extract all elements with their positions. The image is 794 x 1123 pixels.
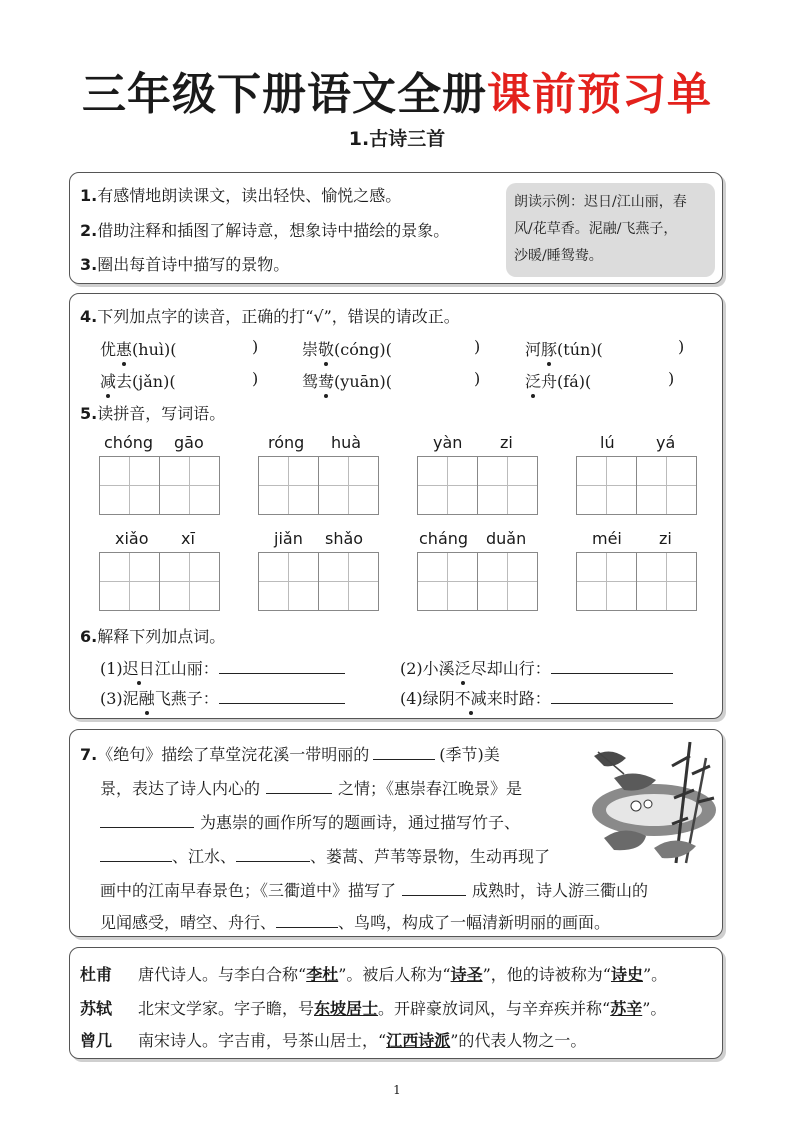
- reading-tasks-box: [69, 172, 723, 284]
- pron-item-5: 鸳鸯(yuān)(: [302, 369, 392, 392]
- pinyin-8b: zi: [659, 529, 672, 548]
- pinyin-7a: cháng: [419, 529, 469, 548]
- task-3: 3.圈出每首诗中描写的景物。: [80, 255, 290, 274]
- pron-item-1: 优惠(huì)(: [100, 337, 176, 360]
- pron-item-2-close: ): [474, 337, 481, 356]
- explain-item-1: (1)迟日江山丽：: [100, 656, 345, 679]
- pinyin-3b: zi: [500, 433, 513, 452]
- q7-line-4: 、江水、 、蒌蒿、芦苇等景物，生动再现了: [100, 844, 550, 867]
- q7-line-3: 为惠崇的画作所写的题画诗，通过描写竹子、: [100, 810, 520, 833]
- pinyin-5a: xiǎo: [115, 529, 149, 548]
- pinyin-7b: duǎn: [486, 529, 527, 548]
- pinyin-4b: yá: [656, 433, 676, 452]
- writing-grid[interactable]: [258, 456, 379, 515]
- answer-blank[interactable]: [276, 927, 338, 928]
- writing-grid[interactable]: [576, 552, 697, 611]
- answer-blank[interactable]: [551, 703, 673, 704]
- question-4: 4.下列加点字的读音，正确的打“√”，错误的请改正。: [80, 307, 460, 326]
- reading-example-hint: 朗读示例：迟日/江山丽，春 风/花草香。泥融/飞燕子， 沙暖/睡鸳鸯。: [506, 183, 715, 277]
- answer-blank[interactable]: [219, 703, 345, 704]
- lesson-title: 1.古诗三首: [348, 128, 446, 150]
- explain-item-2: (2)小溪泛尽却山行：: [400, 656, 673, 679]
- pinyin-8a: méi: [592, 529, 622, 548]
- page-number: 1: [393, 1083, 401, 1097]
- q7-line-1: 7.《绝句》描绘了草堂浣花溪一带明丽的 (季节)美: [80, 745, 500, 764]
- pinyin-6a: jiǎn: [274, 529, 303, 548]
- exercise-box: [69, 293, 723, 719]
- answer-blank[interactable]: [100, 861, 172, 862]
- poet-row-su-shi: 苏轼 北宋文学家。字子瞻，号东坡居士。开辟豪放词风，与辛弃疾并称“苏辛”。: [80, 999, 667, 1018]
- writing-grid[interactable]: [576, 456, 697, 515]
- pinyin-2b: huà: [331, 433, 362, 452]
- writing-grid[interactable]: [417, 456, 538, 515]
- pron-item-5-close: ): [474, 369, 481, 388]
- pinyin-6b: shǎo: [325, 529, 364, 548]
- writing-grid[interactable]: [417, 552, 538, 611]
- pron-item-6: 泛舟(fá)(: [525, 369, 591, 392]
- poet-row-zeng-ji: 曾几 南宋诗人。字吉甫，号茶山居士，“江西诗派”的代表人物之一。: [80, 1031, 587, 1050]
- pinyin-1b: gāo: [174, 433, 204, 452]
- answer-blank[interactable]: [219, 673, 345, 674]
- pron-item-4: 减去(jǎn)(: [100, 369, 176, 392]
- task-2: 2.借助注释和插图了解诗意，想象诗中描绘的景象。: [80, 221, 450, 240]
- answer-blank[interactable]: [551, 673, 673, 674]
- pron-item-4-close: ): [252, 369, 259, 388]
- explain-item-3: (3)泥融飞燕子：: [100, 686, 345, 709]
- question-6: 6.解释下列加点词。: [80, 627, 226, 646]
- explain-item-4: (4)绿阴不减来时路：: [400, 686, 673, 709]
- writing-grid[interactable]: [99, 456, 220, 515]
- pron-item-3-close: ): [678, 337, 685, 356]
- q7-line-2: 景，表达了诗人内心的 之情；《惠崇春江晚景》是: [100, 779, 523, 798]
- writing-grid[interactable]: [99, 552, 220, 611]
- task-1: 1.有感情地朗读课文，读出轻快、愉悦之感。: [80, 186, 402, 205]
- answer-blank[interactable]: [373, 759, 435, 760]
- pron-item-3: 河豚(tún)(: [525, 337, 603, 360]
- answer-blank[interactable]: [266, 793, 332, 794]
- poet-notes-box: [69, 947, 723, 1059]
- writing-grid[interactable]: [258, 552, 379, 611]
- question-5: 5.读拼音，写词语。: [80, 404, 226, 423]
- answer-blank[interactable]: [402, 895, 466, 896]
- answer-blank[interactable]: [236, 861, 310, 862]
- pinyin-2a: róng: [268, 433, 305, 452]
- pinyin-5b: xī: [181, 529, 195, 548]
- pron-item-2: 崇敬(cóng)(: [302, 337, 392, 360]
- pinyin-3a: yàn: [433, 433, 463, 452]
- landscape-illustration: [584, 738, 718, 866]
- fill-in-box: [69, 729, 723, 937]
- pron-item-6-close: ): [668, 369, 675, 388]
- pinyin-4a: lú: [600, 433, 615, 452]
- answer-blank[interactable]: [100, 827, 194, 828]
- poet-row-du-fu: 杜甫 唐代诗人。与李白合称“李杜”。被后人称为“诗圣”，他的诗被称为“诗史”。: [80, 965, 668, 984]
- page-title: [0, 58, 794, 122]
- pron-item-1-close: ): [252, 337, 259, 356]
- q7-line-6: 见闻感受，晴空、舟行、 、鸟鸣，构成了一幅清新明丽的画面。: [100, 913, 611, 932]
- pinyin-1a: chóng: [104, 433, 154, 452]
- q7-line-5: 画中的江南早春景色；《三衢道中》描写了 成熟时，诗人游三衢山的: [100, 881, 649, 900]
- title-main: 三年级下册语文全册: [82, 69, 487, 120]
- title-highlight: 课前预习单: [487, 69, 712, 120]
